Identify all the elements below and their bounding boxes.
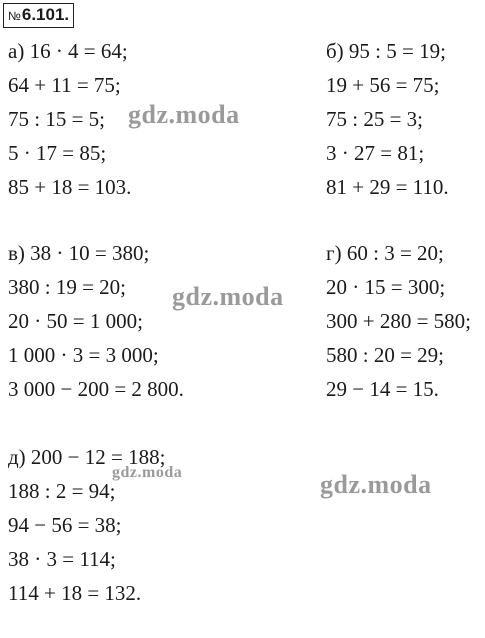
watermark: gdz.moda xyxy=(320,470,432,499)
equation-line: 114 + 18 = 132. xyxy=(8,581,142,605)
equation-line: б) 95 : 5 = 19; xyxy=(326,39,446,63)
equation-line: 580 : 20 = 29; xyxy=(326,343,445,367)
equation-line: 5 · 17 = 85; xyxy=(8,141,107,165)
number-sign: № xyxy=(8,9,21,23)
equation-line: 94 − 56 = 38; xyxy=(8,513,122,537)
watermark: gdz.moda xyxy=(112,464,183,481)
equation-line: 38 · 3 = 114; xyxy=(8,547,116,571)
solution-block-b xyxy=(326,34,449,204)
equation-line: 20 · 15 = 300; xyxy=(326,275,446,299)
watermark: gdz.moda xyxy=(172,282,284,311)
equation-line: д) 200 − 12 = 188; xyxy=(8,445,166,469)
equation-line: 20 · 50 = 1 000; xyxy=(8,309,143,333)
equation-line: г) 60 : 3 = 20; xyxy=(326,241,444,265)
solution-block-g xyxy=(326,236,471,406)
equation-line: 81 + 29 = 110. xyxy=(326,175,449,199)
equation-line: в) 38 · 10 = 380; xyxy=(8,241,150,265)
equation-line: 1 000 · 3 = 3 000; xyxy=(8,343,159,367)
equation-line: 75 : 25 = 3; xyxy=(326,107,424,131)
equation-line: 300 + 280 = 580; xyxy=(326,309,472,333)
equation-line: 19 + 56 = 75; xyxy=(326,73,440,97)
solution-block-v xyxy=(8,236,184,406)
problem-number-value: 6.101. xyxy=(21,5,70,24)
watermark: gdz.moda xyxy=(128,100,240,129)
solution-block-a xyxy=(8,34,131,204)
equation-line: 3 000 − 200 = 2 800. xyxy=(8,377,184,401)
equation-line: 380 : 19 = 20; xyxy=(8,275,127,299)
equation-line: а) 16 · 4 = 64; xyxy=(8,39,128,63)
equation-line: 3 · 27 = 81; xyxy=(326,141,425,165)
equation-line: 64 + 11 = 75; xyxy=(8,73,121,97)
problem-number xyxy=(3,3,74,28)
equation-line: 188 : 2 = 94; xyxy=(8,479,116,503)
equation-line: 29 − 14 = 15. xyxy=(326,377,439,401)
equation-line: 75 : 15 = 5; xyxy=(8,107,106,131)
equation-line: 85 + 18 = 103. xyxy=(8,175,132,199)
